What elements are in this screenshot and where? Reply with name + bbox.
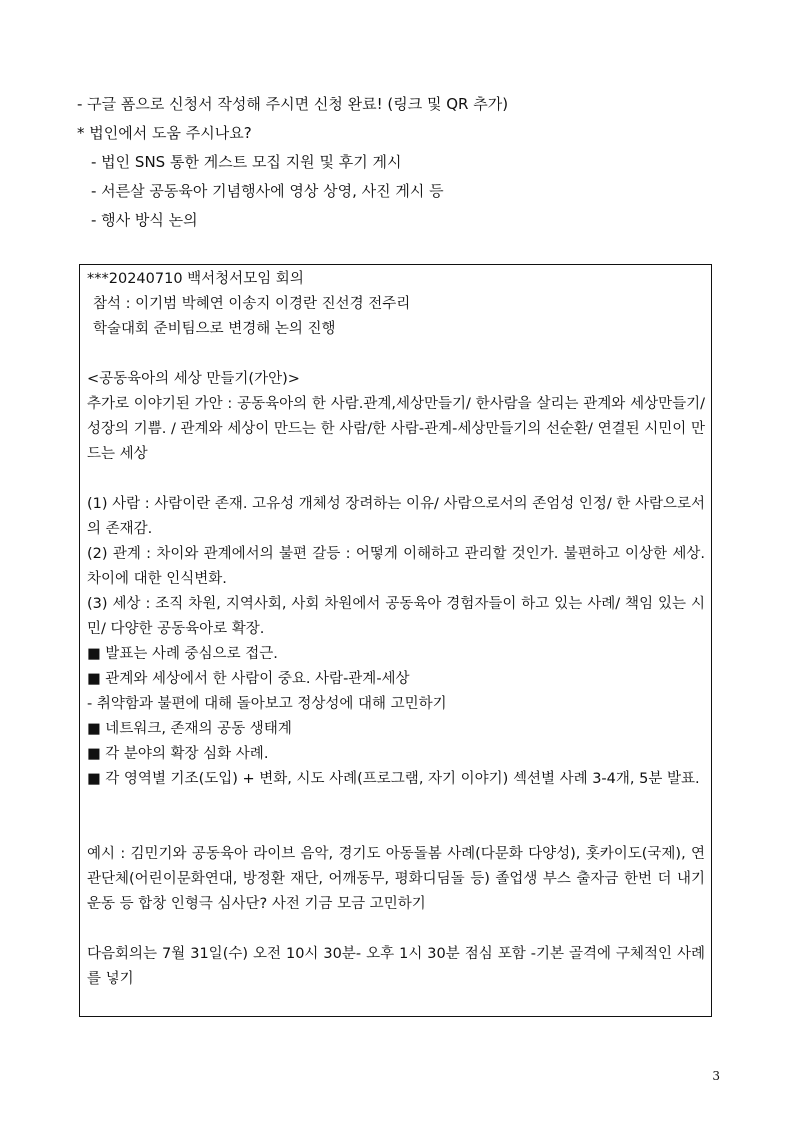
meeting-note: 학술대회 준비팀으로 변경해 논의 진행 [93,321,336,337]
list-item: * 법인에서 도움 주시나요? [77,124,252,142]
next-meeting: 다음회의는 7월 31일(수) 오전 10시 30분- 오후 1시 30분 점심 포함 -기본 골격에 구체적인 사례를 넣기 [87,946,705,987]
list-item: - 구글 폼으로 신청서 작성해 주시면 신청 완료! (링크 및 QR 추가) [77,95,509,113]
item-person: (1) 사람 : 사람이란 존재. 고유성 개체성 장려하는 이유/ 사람으로서의 존엄성 인정/ 한 사람으로서의 존재감. [87,496,705,537]
bullet-item: ■ 관계와 세상에서 한 사람이 중요. 사람-관계-세상 [87,671,410,687]
section-title: <공동육아의 세상 만들기(가안)> [87,371,300,387]
top-bullet-list [77,90,727,235]
meeting-title: ***20240710 백서청서모임 회의 [87,271,304,287]
page-number: 3 [712,1069,720,1083]
attendees-line: 참석 : 이기범 박혜연 이송지 이경란 진선경 전주리 [93,296,411,312]
meeting-notes-box [79,264,712,1017]
list-item: - 서른살 공동육아 기념행사에 영상 상영, 사진 게시 등 [91,182,444,200]
bullet-item: ■ 발표는 사례 중심으로 접근. [87,646,278,662]
list-item: - 행사 방식 논의 [91,211,198,229]
example-paragraph: 예시 : 김민기와 공동육아 라이브 음악, 경기도 아동돌봄 사례(다문화 다양성), 홋카이도(국제), 연관단체(어린이문화연대, 방정환 재단, 어깨동무, 평화디딤돌 등) 졸업생 부스 출자금 한번 더 내기 운동 등 합창 인형극 심사단? 사전 기금 모금 고민하기 [87,846,705,912]
bullet-item: ■ 각 분야의 확장 심화 사례. [87,746,269,762]
added-proposal: 추가로 이야기된 가안 : 공동육아의 한 사람.관계,세상만들기/ 한사람을 살리는 관계와 세상만들기/ 성장의 기쁨. / 관계와 세상이 만드는 한 사람/한 사람-관계-세상만들기의 선순환/ 연결된 시민이 만드는 세상 [87,396,705,462]
list-item: - 법인 SNS 통한 게스트 모집 지원 및 후기 게시 [91,153,402,171]
bullet-item: ■ 네트워크, 존재의 공동 생태계 [87,721,292,737]
item-relationship: (2) 관계 : 차이와 관계에서의 불편 갈등 : 어떻게 이해하고 관리할 것인가. 불편하고 이상한 세상. 차이에 대한 인식변화. [87,546,705,587]
dash-item: - 취약함과 불편에 대해 돌아보고 정상성에 대해 고민하기 [87,696,447,712]
item-world: (3) 세상 : 조직 차원, 지역사회, 사회 차원에서 공동육아 경험자들이 하고 있는 사례/ 책임 있는 시민/ 다양한 공동육아로 확장. [87,596,705,637]
bullet-item: ■ 각 영역별 기조(도입) + 변화, 시도 사례(프로그램, 자기 이야기) 섹션별 사례 3-4개, 5분 발표. [87,771,700,787]
